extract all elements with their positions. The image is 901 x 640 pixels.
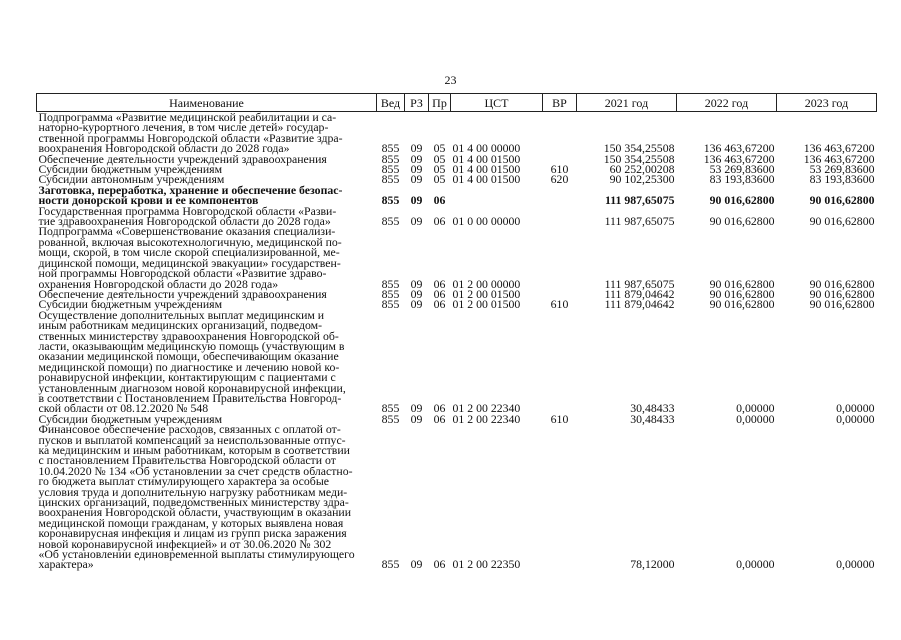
row-rz: 09: [410, 557, 423, 572]
table-body: [37, 112, 877, 570]
row-name: Государственная программа Новгородской области «Разви- тие здравоохранения Новгородской области до 2028 года»: [38, 203, 337, 229]
row-name: Субсидии бюджетным учреждениям: [38, 297, 223, 312]
row-amount-2021: 150 354,25508: [603, 141, 675, 156]
row-rz: 09: [410, 162, 423, 177]
row-amount-2021: 90 102,25300: [609, 172, 675, 187]
row-pr: 06: [433, 286, 446, 301]
row-amount-2022: 90 016,62800: [709, 286, 775, 301]
row-ved: 855: [381, 286, 400, 301]
col-header-cst: ЦСТ: [451, 94, 543, 112]
row-amount-2021: 30,48433: [630, 401, 675, 416]
table-row: [37, 310, 877, 414]
row-rz: 09: [410, 193, 423, 208]
col-header-pr: Пр: [429, 94, 451, 112]
row-rz: 09: [410, 214, 423, 229]
row-pr: 06: [433, 276, 446, 291]
row-rz: 09: [410, 286, 423, 301]
row-pr: 05: [433, 172, 446, 187]
row-ved: 855: [381, 151, 400, 166]
row-vr: [543, 226, 577, 288]
row-cst: 01 2 00 01500: [452, 286, 521, 301]
row-cst: 01 2 00 00000: [452, 276, 521, 291]
row-ved: 855: [381, 162, 400, 177]
row-name: Субсидии бюджетным учреждениям: [38, 411, 223, 426]
row-ved: 855: [381, 411, 400, 426]
row-pr: 06: [433, 193, 446, 208]
table-row: [37, 226, 877, 288]
row-amount-2021: 111 987,65075: [605, 193, 675, 208]
row-amount-2022: 53 269,83600: [709, 162, 775, 177]
row-cst: 01 2 00 22340: [452, 401, 521, 416]
row-rz: 09: [410, 172, 423, 187]
row-amount-2023: 90 016,62800: [809, 214, 875, 229]
row-amount-2021: 111 987,65075: [604, 214, 675, 229]
row-rz: 09: [410, 401, 423, 416]
row-amount-2021: 30,48433: [630, 411, 675, 426]
row-amount-2023: 136 463,67200: [803, 141, 875, 156]
row-amount-2021: 111 879,04642: [604, 297, 675, 312]
row-amount-2023: 53 269,83600: [809, 162, 875, 177]
row-name: Субсидии автономным учреждениям: [38, 172, 225, 187]
row-ved: 855: [381, 214, 400, 229]
row-amount-2023: 0,00000: [836, 401, 875, 416]
row-cst: 01 4 00 00000: [452, 141, 521, 156]
row-amount-2023: 136 463,67200: [803, 151, 875, 166]
row-name: Осуществление дополнительных выплат медицинским и иным работникам медицинских организаций, подведом- ственных министерству здравоохранения Новгородской об- ласти, оказывающим медицинскую помощь (участвующим в оказании медицинской помощи, обеспечивающим оказание медицинской помощи) по диагностике и лечению новой ко- ронавирусной инфекции, контактирующим с пациентами с установленным диагнозом новой коронавирусной инфекции, в соответствии с Постановлением Правительства Новгород- ской области от 08.12.2020 № 548: [38, 307, 346, 416]
col-header-2023: 2023 год: [777, 94, 877, 112]
table-row: [37, 185, 877, 206]
row-ved: 855: [381, 141, 400, 156]
row-vr: [543, 185, 577, 206]
row-amount-2022: 90 016,62800: [709, 276, 775, 291]
row-cst: 01 2 00 22340: [452, 411, 521, 426]
row-name: Финансовое обеспечение расходов, связанных с оплатой от- пусков и выплатой компенсаций за неиспользованные отпус- ка медицинским и иным работникам, которым в соответствии с постановлением Правительства Новгородской области от 10.04.2020 № 134 «Об установлении за счет средств областно- го бюджета выплат стимулирующего характера за особые условия труда и дополнительную нагрузку работникам меди- цинских организаций, подведомственных министерству здра- воохранения Новгородской области, участвующим в оказании медицинской помощи гражданам, у которых выявлена новая коронавирусная инфекция и лицам из групп риска заражения новой коронавирусной инфекцией» и от 30.06.2020 № 302 «Об установлении единовременной выплаты стимулирующего характера»: [38, 422, 355, 572]
row-rz: 09: [410, 141, 423, 156]
row-ved: 855: [381, 557, 400, 572]
row-amount-2022: 136 463,67200: [703, 141, 775, 156]
row-name: Субсидии бюджетным учреждениям: [38, 162, 223, 177]
row-name: Обеспечение деятельности учреждений здравоохранения: [38, 286, 327, 301]
row-vr: [543, 424, 577, 570]
row-amount-2023: 90 016,62800: [809, 276, 875, 291]
row-amount-2023: 83 193,83600: [809, 172, 875, 187]
row-amount-2021: 150 354,25508: [603, 151, 675, 166]
col-header-rz: РЗ: [405, 94, 429, 112]
row-rz: 09: [410, 151, 423, 166]
row-ved: 855: [381, 193, 400, 208]
row-amount-2022: 90 016,62800: [709, 193, 775, 208]
row-amount-2023: 90 016,62800: [809, 297, 875, 312]
row-amount-2022: 0,00000: [736, 401, 775, 416]
row-amount-2022: 90 016,62800: [709, 297, 775, 312]
row-cst: [451, 185, 543, 206]
row-rz: 09: [410, 276, 423, 291]
row-pr: 06: [433, 411, 446, 426]
row-name: Подпрограмма «Развитие медицинской реабилитации и са- наторно-курортного лечения, в том числе детей» государ- ственной программы Новгородской области «Развитие здра- воохранения Новгородской области до 2028 года»: [38, 110, 343, 156]
row-ved: 855: [381, 297, 400, 312]
row-name: Заготовка, переработка, хранение и обеспечение безопас- ности донорской крови и ее компонентов: [38, 182, 343, 208]
row-rz: 09: [410, 297, 423, 312]
row-rz: 09: [410, 411, 423, 426]
row-cst: 01 4 00 01500: [452, 151, 521, 166]
row-amount-2022: 0,00000: [736, 557, 775, 572]
table-row: [37, 206, 877, 227]
table-header: [37, 94, 877, 112]
col-header-2021: 2021 год: [577, 94, 677, 112]
row-amount-2021: 111 879,04642: [604, 286, 675, 301]
row-pr: 05: [433, 151, 446, 166]
budget-table: [36, 93, 877, 570]
row-vr: [543, 310, 577, 414]
col-header-name: Наименование: [37, 94, 377, 112]
row-pr: 06: [433, 401, 446, 416]
row-pr: 05: [433, 162, 446, 177]
row-cst: 01 2 00 22350: [452, 557, 521, 572]
row-amount-2022: 83 193,83600: [709, 172, 775, 187]
row-pr: 05: [433, 141, 446, 156]
col-header-vr: ВР: [543, 94, 577, 112]
row-pr: 06: [433, 557, 446, 572]
row-amount-2022: 90 016,62800: [709, 214, 775, 229]
col-header-ved: Вед: [377, 94, 405, 112]
row-vr: 610: [550, 162, 569, 177]
row-amount-2023: 90 016,62800: [809, 286, 875, 301]
row-amount-2023: 0,00000: [836, 411, 875, 426]
row-ved: 855: [381, 172, 400, 187]
table-row: [37, 112, 877, 154]
row-cst: 01 4 00 01500: [452, 172, 521, 187]
row-amount-2022: 0,00000: [736, 411, 775, 426]
page-number: 23: [444, 73, 457, 87]
row-ved: 855: [381, 276, 400, 291]
row-vr: [543, 206, 577, 227]
row-cst: 01 2 00 01500: [452, 297, 521, 312]
row-vr: 610: [550, 297, 569, 312]
col-header-2022: 2022 год: [677, 94, 777, 112]
table-row: [37, 424, 877, 570]
row-name: Подпрограмма «Совершенствование оказания специализи- рованной, включая высокотехнологичную, медицинской по- мощи, скорой, в том числе скорой специализированной, ме- дицинской помощи, медицинской эвакуации» государствен- ной программы Новгородской области «Развитие здраво- охранения Новгородской области до 2028 года»: [38, 224, 342, 291]
row-amount-2021: 60 252,00208: [609, 162, 675, 177]
row-amount-2021: 78,12000: [630, 557, 675, 572]
row-vr: 610: [550, 411, 569, 426]
row-cst: 01 4 00 01500: [452, 162, 521, 177]
row-vr: [543, 112, 577, 154]
row-name: Обеспечение деятельности учреждений здравоохранения: [38, 151, 327, 166]
row-cst: 01 0 00 00000: [452, 214, 521, 229]
row-amount-2023: 0,00000: [836, 557, 875, 572]
row-ved: 855: [381, 401, 400, 416]
row-pr: 06: [433, 297, 446, 312]
row-amount-2021: 111 987,65075: [604, 276, 675, 291]
row-vr: 620: [550, 172, 569, 187]
header-row: [37, 94, 877, 112]
row-pr: 06: [433, 214, 446, 229]
row-amount-2022: 136 463,67200: [703, 151, 775, 166]
row-amount-2023: 90 016,62800: [809, 193, 875, 208]
